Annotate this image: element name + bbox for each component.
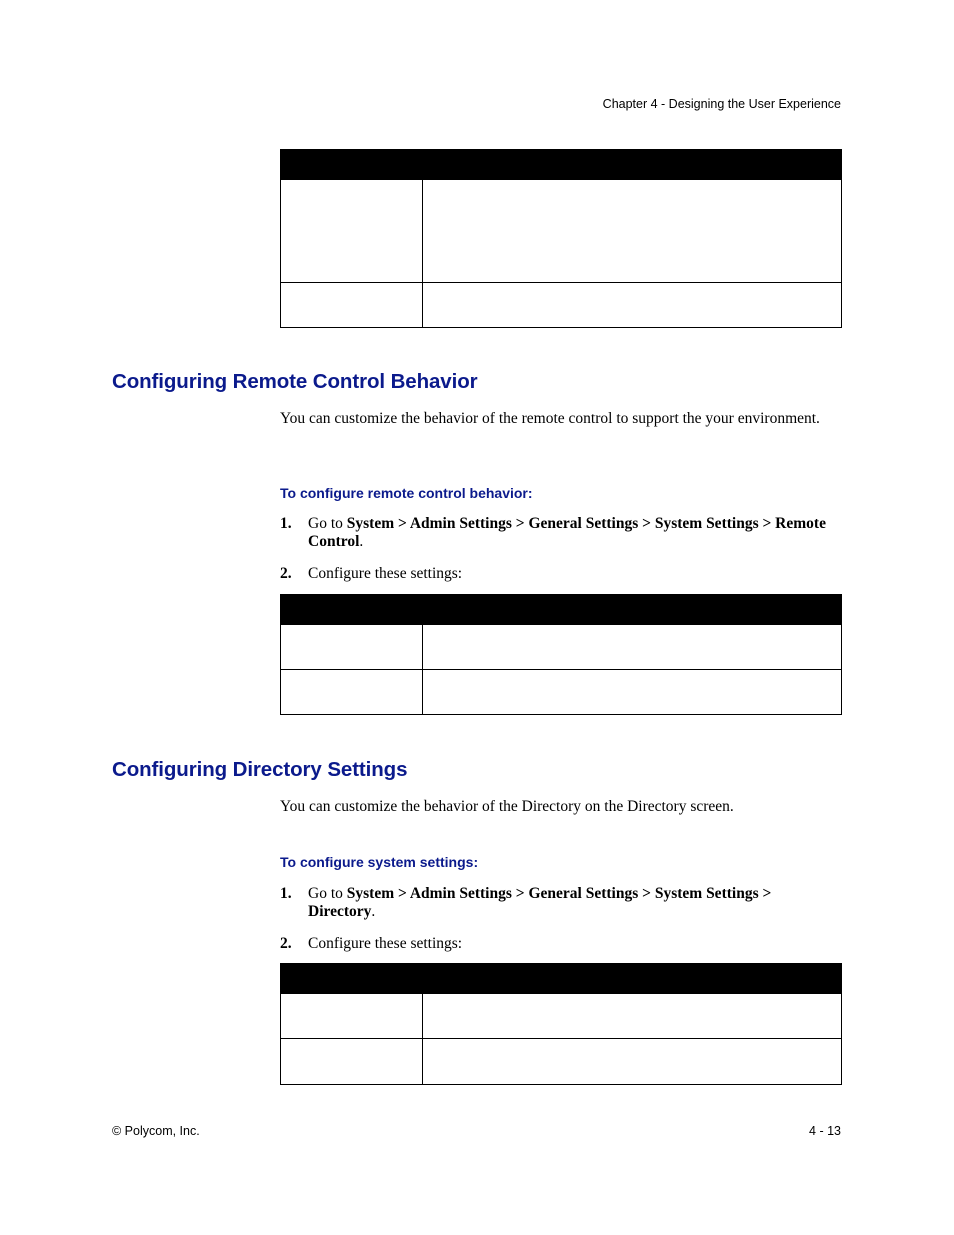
table-header-cell <box>423 150 842 180</box>
step-text: Configure these settings: <box>308 935 463 952</box>
table-cell <box>423 670 842 715</box>
menu-path: System > Admin Settings > General Settings > System Settings > Remote Control <box>308 515 826 550</box>
step-2 <box>280 935 840 953</box>
menu-path: System > Admin Settings > General Settings > System Settings > Directory <box>308 885 772 920</box>
step-number: 2. <box>280 565 292 582</box>
step-number: 1. <box>280 515 292 532</box>
table-cell <box>423 994 842 1039</box>
table-cell <box>423 283 842 328</box>
table-cell <box>281 283 423 328</box>
section-title-remote-control: Configuring Remote Control Behavior <box>112 370 478 393</box>
settings-table-remote-control <box>280 594 842 715</box>
step-2 <box>280 565 840 583</box>
procedure-heading: To configure system settings: <box>280 854 479 870</box>
footer-page-number: 4 - 13 <box>809 1124 841 1138</box>
step-text-suffix: . <box>371 903 376 920</box>
table-header-cell <box>423 964 842 994</box>
running-header: Chapter 4 - Designing the User Experience <box>602 97 841 111</box>
table-cell <box>281 994 423 1039</box>
step-text-prefix: Go to <box>308 515 347 532</box>
table-cell <box>281 1039 423 1085</box>
step-text-suffix: . <box>359 533 364 550</box>
step-number: 1. <box>280 885 292 902</box>
footer-copyright: © Polycom, Inc. <box>112 1124 200 1138</box>
table-header-cell <box>281 595 423 625</box>
settings-table-top <box>280 149 842 328</box>
section-intro: You can customize the behavior of the remote control to support the your environment. <box>280 410 820 427</box>
step-1 <box>280 885 840 921</box>
table-header-cell <box>281 150 423 180</box>
table-cell <box>281 670 423 715</box>
table-header-cell <box>281 964 423 994</box>
table-cell <box>423 180 842 283</box>
step-1 <box>280 515 840 551</box>
step-number: 2. <box>280 935 292 952</box>
section-title-directory: Configuring Directory Settings <box>112 758 408 781</box>
table-cell <box>281 180 423 283</box>
table-header-cell <box>423 595 842 625</box>
procedure-heading: To configure remote control behavior: <box>280 485 533 501</box>
step-text: Configure these settings: <box>308 565 463 582</box>
table-cell <box>281 625 423 670</box>
table-cell <box>423 625 842 670</box>
step-text-prefix: Go to <box>308 885 347 902</box>
section-intro: You can customize the behavior of the Directory on the Directory screen. <box>280 798 734 815</box>
table-cell <box>423 1039 842 1085</box>
settings-table-directory <box>280 963 842 1085</box>
